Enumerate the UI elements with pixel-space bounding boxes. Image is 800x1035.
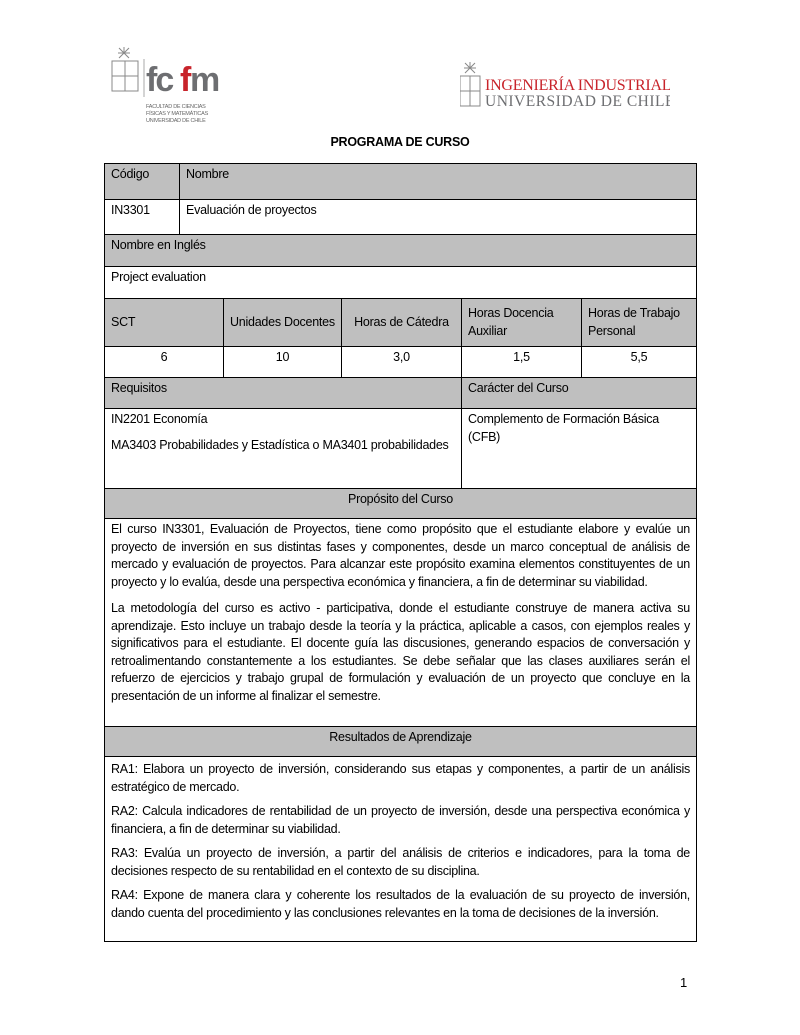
ra-item: RA1: Elabora un proyecto de inversión, considerando sus etapas y componentes, a partir de un análisis estratégico de mercado. bbox=[111, 762, 690, 794]
codigo-label: Código bbox=[111, 167, 150, 181]
svg-text:f: f bbox=[180, 61, 192, 99]
course-name: Evaluación de proyectos bbox=[179, 200, 696, 234]
code-name-row bbox=[105, 199, 696, 234]
header-personal: Horas de Trabajo Personal bbox=[581, 299, 696, 346]
course-table bbox=[104, 163, 697, 942]
header-auxiliar: Horas Docencia Auxiliar bbox=[461, 299, 581, 346]
ra-item: RA4: Expone de manera clara y coherente los resultados de la evaluación de su proyecto de inversión, dando cuenta del procedimiento y las conclusiones relevantes en la toma de decisiones de la inversión. bbox=[111, 888, 690, 920]
svg-text:INGENIERÍA INDUSTRIAL: INGENIERÍA INDUSTRIAL bbox=[485, 77, 670, 94]
hours-header-row bbox=[105, 298, 696, 346]
caracter-value: Complemento de Formación Básica (CFB) bbox=[461, 409, 696, 488]
svg-text:FACULTAD DE CIENCIAS: FACULTAD DE CIENCIAS bbox=[146, 104, 206, 110]
course-code: IN3301 bbox=[111, 203, 150, 217]
ra-item: RA3: Evalúa un proyecto de inversión, a partir del análisis de criterios e indicadores, para la toma de decisiones respecto de su rentabilidad en el contexto de su disciplina. bbox=[111, 846, 690, 878]
proposito-label: Propósito del Curso bbox=[347, 492, 454, 506]
value-personal: 5,5 bbox=[581, 347, 696, 377]
resultados-list bbox=[105, 757, 696, 941]
value-sct: 6 bbox=[160, 350, 168, 364]
fcfm-logo bbox=[110, 45, 235, 127]
caracter-label: Carácter del Curso bbox=[461, 378, 696, 408]
page-title: PROGRAMA DE CURSO bbox=[330, 135, 470, 149]
english-name: Project evaluation bbox=[111, 270, 206, 284]
ingenieria-industrial-logo bbox=[460, 62, 670, 108]
svg-text:m: m bbox=[190, 61, 220, 99]
svg-text:fc: fc bbox=[146, 61, 173, 99]
resultados-label: Resultados de Aprendizaje bbox=[329, 730, 472, 744]
requisitos-label: Requisitos bbox=[111, 381, 167, 395]
proposito-paragraph: La metodología del curso es activo - participativa, donde el estudiante construye de manera activa su aprendizaje. Esto incluye un trabajo desde la teoría y la práctica, aplicable a casos, con ejemplos reales y significativos para el estudiante. El docente guía las discusiones, generando espacios de conversación y retroalimentando constantemente a los estudiantes. Se debe señalar que las clases auxiliares serán el refuerzo de ejercicios y trabajo grupal de formulación y evaluación de un proyecto que concluye en la presentación de un informe al finalizar el semestre. bbox=[111, 601, 690, 703]
proposito-text bbox=[105, 519, 696, 726]
svg-text:UNIVERSIDAD DE CHILE: UNIVERSIDAD DE CHILE bbox=[146, 118, 206, 124]
svg-text:FÍSICAS Y MATEMÁTICAS: FÍSICAS Y MATEMÁTICAS bbox=[146, 111, 208, 117]
requisito-item: IN2201 Economía bbox=[111, 412, 208, 426]
english-name-label: Nombre en Inglés bbox=[111, 238, 206, 252]
header-catedra: Horas de Cátedra bbox=[341, 299, 461, 346]
hours-values-row bbox=[105, 346, 696, 377]
header-unidades: Unidades Docentes bbox=[223, 299, 341, 346]
requisitos-list bbox=[105, 409, 461, 488]
requisito-item: MA3403 Probabilidades y Estadística o MA3401 probabilidades bbox=[111, 437, 449, 452]
proposito-paragraph: El curso IN3301, Evaluación de Proyectos, tiene como propósito que el estudiante elabore y evalúe un proyecto de inversión en sus distintas fases y componentes, desde un marco conceptual de análisis de mercado y evaluación de proyectos. Para alcanzar este propósito examina elementos constituyentes de un proyecto y lo evalúa, desde una perspectiva económica y financiera, a fin de determinar su viabilidad. bbox=[111, 522, 690, 589]
value-catedra: 3,0 bbox=[341, 347, 461, 377]
value-unidades: 10 bbox=[223, 347, 341, 377]
page-number: 1 bbox=[680, 975, 687, 990]
code-name-header-row bbox=[105, 164, 696, 199]
value-auxiliar: 1,5 bbox=[461, 347, 581, 377]
nombre-label: Nombre bbox=[179, 164, 696, 199]
header-sct: SCT bbox=[111, 314, 136, 329]
ra-item: RA2: Calcula indicadores de rentabilidad de un proyecto de inversión, desde una perspectiva económica y financiera, a fin de determinar su viabilidad. bbox=[111, 804, 690, 836]
svg-text:UNIVERSIDAD DE CHILE: UNIVERSIDAD DE CHILE bbox=[485, 93, 670, 108]
